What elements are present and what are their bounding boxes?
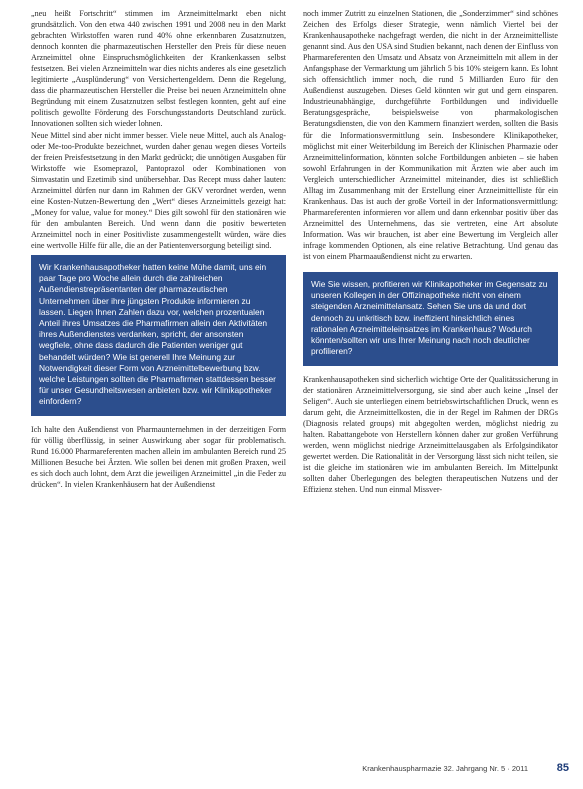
page-footer bbox=[0, 762, 583, 778]
body-paragraph: Neue Mittel sind aber nicht immer besser. Viele neue Mittel, auch als Analog- oder Me-too-Produkte bezeichnet, wurden daher genau wegen dieses Vorteils der freien Preisfestsetzung in den Markt gedrückt; die unnötigen Ausgaben für Wirkstoffe wie Esomeprazol, Pantoprazol oder Kombinationen von Simvastatin und Ezetimib sind unübersehbar. Das Recept muss daher lauten: Arzneimittel dürfen nur dann im Rahmen der GKV verordnet werden, wenn eine Kosten-Nutzen-Bewertung den „Wert“ dieses Arzneimittels gezeigt hat: „Money for value, value for money.“ Dies gilt sowohl für den stationären wie für den ambulanten Bereich. Und wenn dann die positiv bewerteten Arzneimittel noch in einer Positivliste zusammengestellt würden, wäre dies eine wertvolle Hilfe für alle, die an der Patientenversorgung beteiligt sind. bbox=[31, 130, 286, 250]
body-paragraph: noch immer Zutritt zu einzelnen Stationen, die „Sonderzimmer“ sind schönes Zeichen des Erfolgs dieser Strategie, wenn nämlich Viertel bei der Krankenhausapotheke nachgefragt werden, die nicht in der Arzneimittelliste genannt sind. Aus den USA sind Studien bekannt, nach denen der Einfluss von Pharmareferenten den Umsatz und Absatz von Arzneimitteln mit allem in der Anfangsphase der Vermarktung um jährlich 5 bis 10% steigern kann. Es lohnt sich offensichtlich immer noch, die rund 5 Milliarden Euro für den Außendienst auszugeben. Dieses Geld könnten wir gut und gern einsparen. Industrieunabhängige, durchgeführte Fortbildungen und individuelle Beratungsgespräche, beispielsweise von pharmakologischen Beratungsdiensten, die von den Kammern finanziert werden, sollten die Basis für die Informationsvermittlung sein. Insbesondere Klinikapotheker, möglichst mit einer Weiterbildung im Bereich der Klinischen Pharmazie oder Arzneimittelinformation, könnten solche Fortbildungen anbieten – sie haben sowohl Erfahrungen in der Kommunikation mit Ärzten wie aber auch im Vergleich unterschiedlicher Arzneimittel miteinander, dies ist schließlich Alltag im Zusammenhang mit der Erstellung einer Arzneimittelliste für ein Krankenhaus. Das ist auch der große Vorteil in der Informationsvermittlung: Pharmareferenten informieren vor allem und dann erkennbar positiv über das Arzneimittel des Unternehmens, das sie vertreten, eine Art absolute Information. Was wir brauchen, ist aber eine Bewertung im Vergleich aller infrage kommenden Optionen, als eine relative Betrachtung. Und genau das ist von einem Pharmaaußendienst nicht zu erwarten. bbox=[303, 9, 558, 262]
left-column bbox=[31, 8, 286, 490]
body-paragraph: Ich halte den Außendienst von Pharmaunternehmen in der derzeitigen Form für völlig überflüssig, in seiner Auswirkung aber sogar für problematisch. Rund 16.000 Pharmareferenten machen allein im ambulanten Bereich rund 25 Millionen Besuche bei Ärzten. Wie sollen bei denen mit großen Praxen, weil es sich doch auch lohnt, dem Arzt die jeweiligen Arzneimittel „in die Feder zu drücken“. In vielen Krankenhäusern hat der Außendienst bbox=[31, 424, 286, 489]
interview-question-box: Wie Sie wissen, profitieren wir Klinikapotheker im Gegensatz zu unseren Kollegen in der Offizinapotheke nicht von einem steigenden Arzneimittelansatz. Sehen Sie uns da und dort dennoch zu unkritisch bzw. ineffizient hinsichtlich eines rationalen Arzneimitteleinsatzes im Krankenhaus? Wodurch könnten/sollten wir uns Ihrer Meinung nach noch deutlicher profilieren? bbox=[303, 272, 558, 365]
interview-question-box: Wir Krankenhausapotheker hatten keine Mühe damit, uns ein paar Tage pro Woche allein durch die zahlreichen Außendienstrepräsentanten der pharmazeutischen Unternehmen über ihre jüngsten Produkte informieren zu lassen. Liegen Ihnen Zahlen dazu vor, welchen prozentualen Anteil ihres Umsatzes die Pharmafirmen allein den Aktivitäten ihres Außendienstes verdanken, spricht, der ansonsten wegfiele, ohne dass dadurch die Patienten weniger gut behandelt würden? Wie ist generell Ihre Meinung zur Notwendigkeit dieser Form von Arzneimittelbewerbung bzw. welche Leistungen sollten die Pharmafirmen stattdessen besser für unser Gesundheitswesen anbieten bzw. wir Klinikapotheker einfordern? bbox=[31, 255, 286, 416]
page-number: 85 bbox=[556, 762, 569, 774]
body-paragraph: „neu heißt Fortschritt“ stimmen im Arzneimittelmarkt eben nicht grundsätzlich. Von den etwa 440 zwischen 1991 und 2008 neu in den Markt gebrachten Wirkstoffen waren rund 40% ohne erkennbaren Zusatznutzen, dennoch konnten die pharmazeutischen Hersteller den Preis für diese neuen Arzneimittel ohne Einspruchsmöglichkeiten der Krankenkassen selbst festsetzen. Bei vielen Arzneimitteln war dies nichts anderes als eine gesetzlich legitimierte „Ausplünderung“ von Versichertengeldern. Denn die Regelung, dass die pharmazeutischen Hersteller die Preise bei neuen Arzneimitteln ohne Begründung mit einem Zusatznutzen selbst festlegen konnten, geht auf eine politisch gewollte Förderung des Forschungsstandorts Deutschland zurück. Innovationen sollten sich wieder lohnen. bbox=[31, 9, 286, 129]
right-column bbox=[303, 8, 558, 495]
body-paragraph: Krankenhausapotheken sind sicherlich wichtige Orte der Qualitätssicherung in der stationären Arzneimittelversorgung, sie sind aber auch keine „Insel der Seligen“. Auch sie unterliegen einem betriebswirtschaftlichen Druck, wenn es darum geht, die Arzneimittelkosten, die in der Regel im Rahmen der DRGs (Diagnosis related groups) mit abgegolten werden, möglichst niedrig zu halten. Rabattangebote von Herstellern können daher zur großen Verführung werden, wenn möglichst niedrige Arzneimittelausgaben als Erfolgsindikator gewertet werden. Die Rationalität in der Versorgung lässt sich nicht teilen, sie ist die gleiche im stationären wie im ambulanten Bereich. Im Mittelpunkt sollten daher Überlegungen des belegten therapeutischen Nutzens und der Effizienz stehen. Und nun einmal Missver- bbox=[303, 374, 558, 494]
journal-citation: Krankenhauspharmazie 32. Jahrgang Nr. 5 · 2011 bbox=[362, 764, 528, 773]
